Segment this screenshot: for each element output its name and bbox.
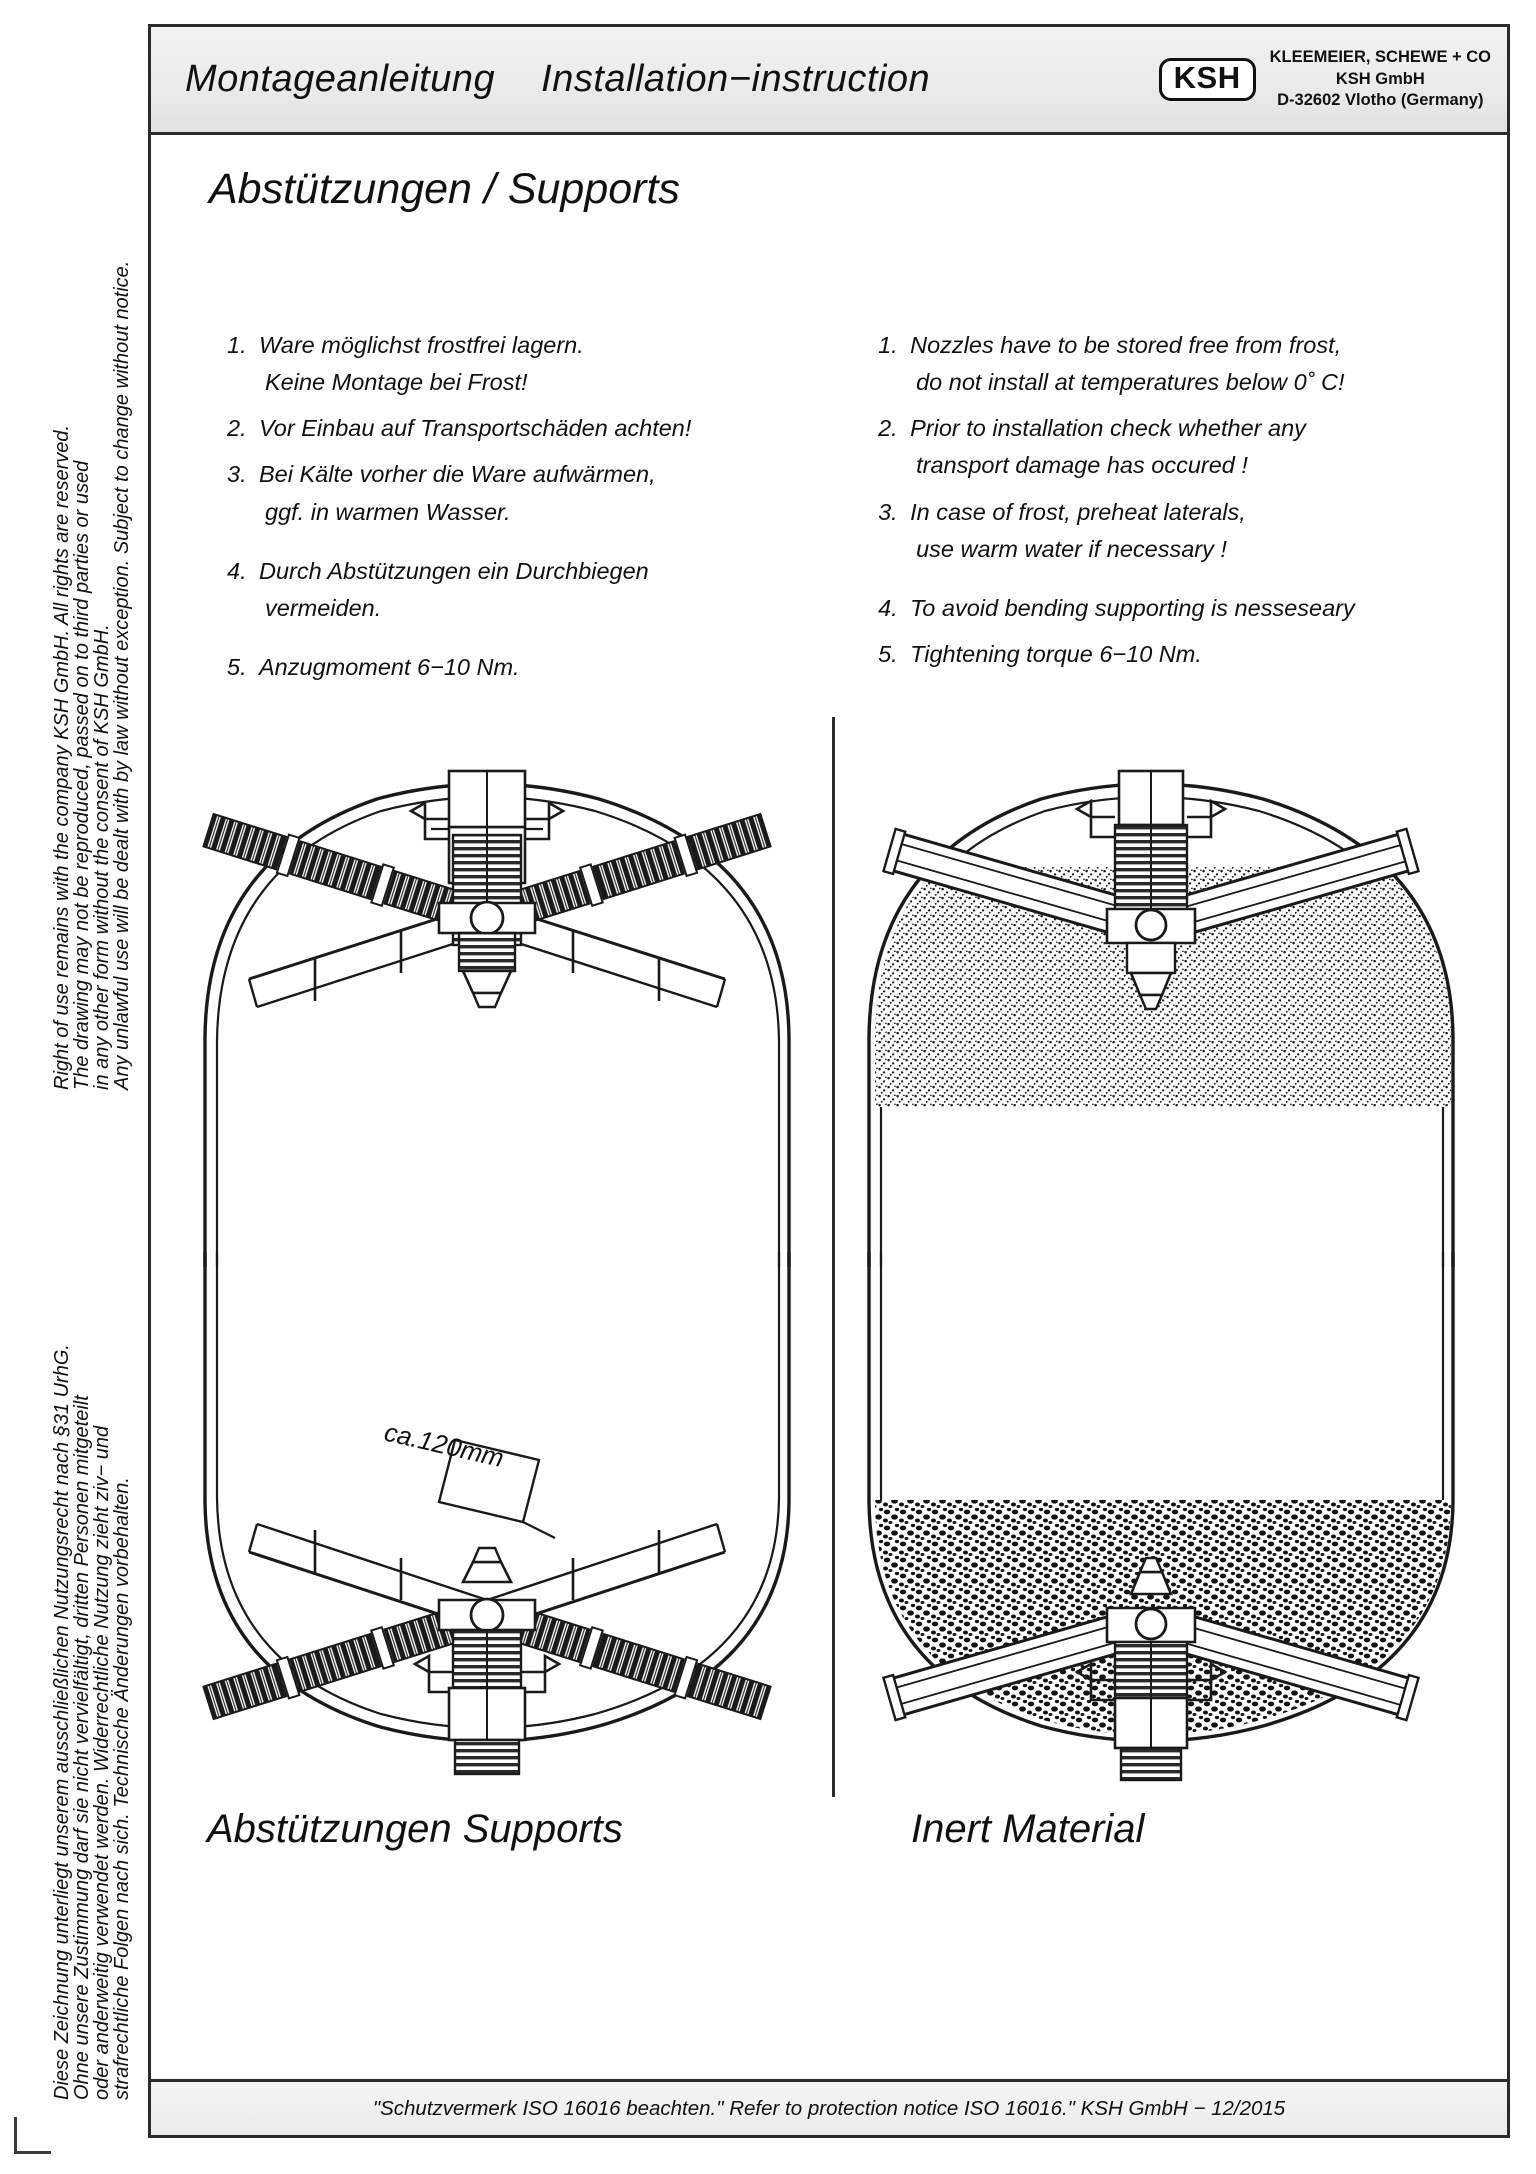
list-item-line: Tightening torque 6−10 Nm. — [910, 640, 1202, 667]
company-location: D-32602 Vlotho (Germany) — [1277, 91, 1484, 110]
list-item-number: 2. — [878, 415, 898, 442]
instructions-column-german — [151, 327, 856, 695]
list-item-line: Ware möglichst frostfrei lagern. — [259, 332, 584, 358]
list-item-text — [910, 327, 1507, 401]
list-item-number: 3. — [878, 498, 898, 525]
caption-inert-material: Inert Material — [911, 1807, 1145, 1851]
list-item-text — [259, 456, 856, 530]
instructions-section — [151, 327, 1507, 695]
list-item-number: 4. — [878, 594, 898, 621]
list-item — [227, 327, 856, 401]
list-item-line: transport damage has occured ! — [916, 452, 1248, 479]
header-title-english: Installation−instruction — [541, 58, 931, 100]
instruction-list-english — [878, 327, 1507, 673]
list-item-text — [910, 636, 1507, 673]
list-item — [227, 456, 856, 530]
dimension-callout — [382, 1417, 555, 1538]
figure-inert-material-top — [851, 707, 1511, 1267]
list-item-line: do not install at temperatures below 0˚ C! — [916, 369, 1345, 396]
list-item-text — [910, 410, 1507, 484]
list-item-number: 5. — [878, 640, 898, 667]
list-item-line: In case of frost, preheat laterals, — [910, 498, 1246, 525]
list-item-line: Anzugmoment 6−10 Nm. — [259, 653, 520, 680]
list-item-text — [259, 410, 856, 447]
list-item-text — [259, 649, 856, 686]
list-item-number: 1. — [227, 332, 247, 358]
margin-notice-de-line-4: strafrechtliche Folgen nach sich. Technische Änderungen vorbehalten. — [111, 1477, 133, 2100]
list-item-line: Durch Abstützungen ein Durchbiegen — [259, 557, 649, 584]
list-item-number: 1. — [878, 332, 898, 358]
figure-supports-bottom — [187, 1252, 847, 1812]
list-item-line: use warm water if necessary ! — [916, 535, 1227, 562]
figure-inert-material-bottom — [851, 1252, 1511, 1812]
list-item-line: vermeiden. — [265, 594, 382, 621]
technical-drawings-section — [151, 707, 1507, 1927]
company-address-block — [1270, 47, 1491, 112]
list-item-line: Nozzles have to be stored free from frost, — [910, 332, 1342, 358]
margin-notice-de-line-2: Ohne unsere Zustimmung darf sie nicht vervielfältigt, dritten Personen mitgeteilt — [71, 1395, 93, 2100]
list-item — [227, 649, 856, 686]
list-item-line: Bei Kälte vorher die Ware aufwärmen, — [259, 461, 656, 488]
company-name: KLEEMEIER, SCHEWE + CO — [1269, 47, 1491, 66]
figure-captions — [151, 1807, 1507, 1887]
margin-notice-de-line-3: oder anderweitig verwendet werden. Widerrechtliche Nutzung zieht ziv− und — [91, 1425, 113, 2100]
list-item-number: 3. — [227, 461, 247, 488]
list-item-line: Keine Montage bei Frost! — [265, 369, 528, 396]
sheet-border — [148, 24, 1510, 2138]
list-item — [878, 590, 1507, 627]
list-item — [227, 410, 856, 447]
instructions-column-english — [856, 327, 1507, 695]
margin-notice-de-line-1: Diese Zeichnung unterliegt unserem ausschließlichen Nutzungsrecht nach §31 UrhG. — [51, 1344, 73, 2100]
list-item-number: 4. — [227, 557, 247, 584]
margin-notice-english — [52, 261, 132, 1090]
margin-notice-german — [52, 1344, 132, 2100]
list-item-line: ggf. in warmen Wasser. — [265, 498, 511, 525]
list-item — [227, 553, 856, 627]
protection-notice: "Schutzvermerk ISO 16016 beachten." Refer to protection notice ISO 16016." KSH GmbH − 12/2015 — [372, 2096, 1286, 2120]
list-item — [878, 636, 1507, 673]
list-item-text — [259, 553, 856, 627]
page-title: Abstützungen / Supports — [209, 165, 680, 213]
list-item-number: 2. — [227, 415, 247, 442]
list-item-text — [259, 327, 856, 401]
margin-notice-en-line-3: in any other form without the consent of KSH GmbH. — [91, 624, 113, 1090]
list-item-line: To avoid bending supporting is nesseseary — [910, 594, 1355, 621]
list-item — [878, 494, 1507, 568]
header-title-german: Montageanleitung — [185, 58, 496, 100]
list-item-line: Prior to installation check whether any — [910, 415, 1306, 442]
caption-supports: Abstützungen Supports — [207, 1807, 623, 1851]
corner-registration-mark — [14, 2117, 51, 2154]
instruction-list-german — [227, 327, 856, 686]
sheet-body — [151, 135, 1507, 2079]
sheet-header — [151, 27, 1507, 135]
svg-text:ca.120mm: ca.120mm — [381, 1416, 507, 1474]
margin-notice-en-line-2: The drawing may not be reproduced, passed on to third parties or used — [71, 460, 93, 1090]
list-item — [878, 410, 1507, 484]
company-entity: KSH GmbH — [1335, 69, 1425, 88]
margin-notice-en-line-4: Any unlawful use will be dealt with by law without exception. Subject to change without notice. — [111, 260, 133, 1090]
margin-notice-en-line-1: Right of use remains with the company KSH GmbH. All rights are reserved. — [51, 424, 73, 1090]
list-item-line: Vor Einbau auf Transportschäden achten! — [259, 415, 692, 442]
figure-supports-top — [187, 707, 847, 1267]
ksh-logo-icon: KSH — [1159, 58, 1256, 101]
list-item-text — [910, 590, 1507, 627]
list-item-text — [910, 494, 1507, 568]
list-item-number: 5. — [227, 653, 247, 680]
company-logo-group — [1159, 47, 1491, 112]
list-item — [878, 327, 1507, 401]
sheet-footer — [151, 2079, 1507, 2135]
